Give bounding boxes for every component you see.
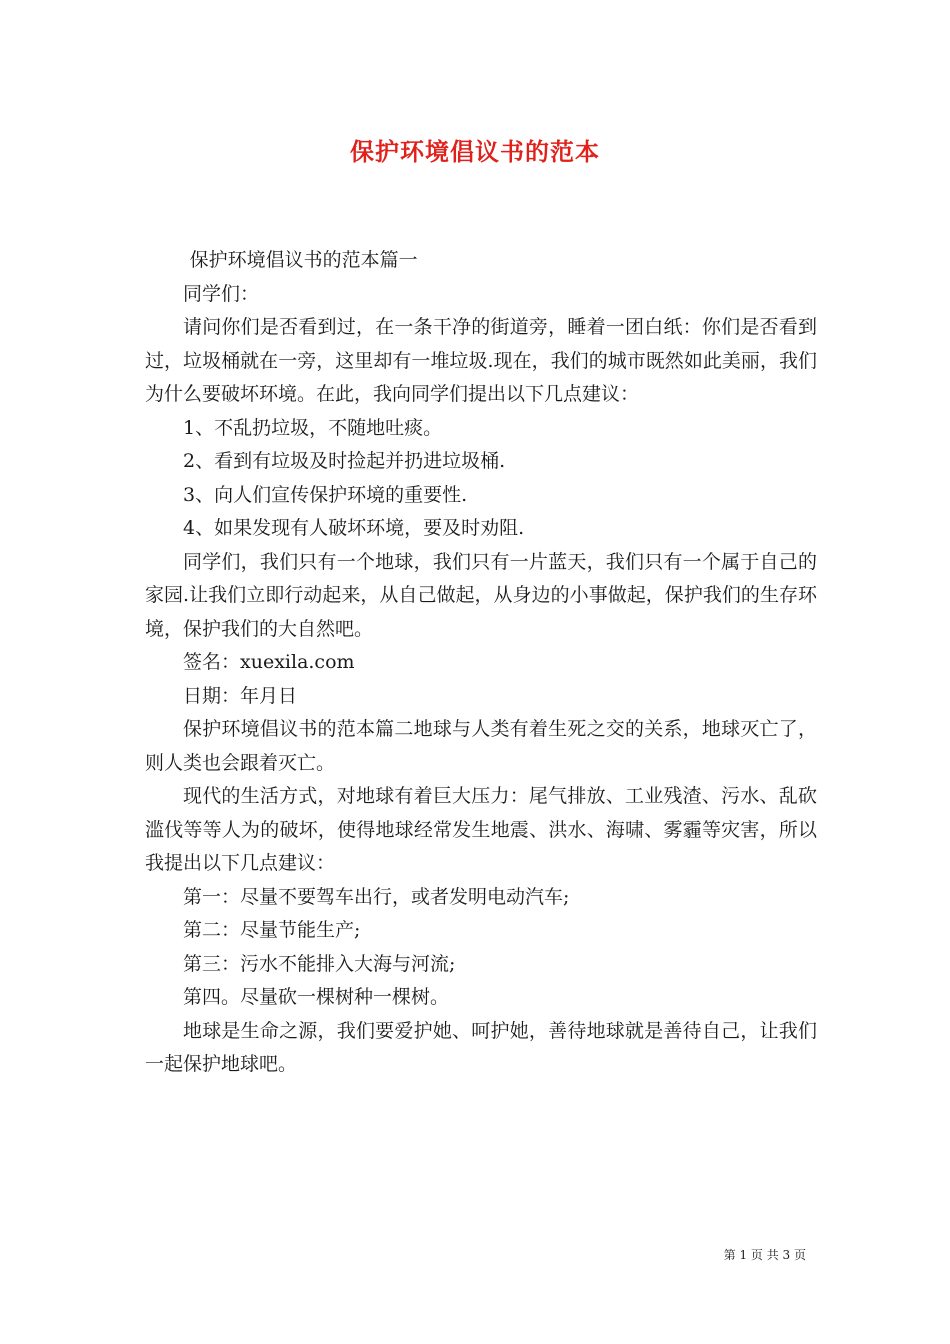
suggestion-item-2: 2、看到有垃圾及时捡起并扔进垃圾桶. [183,450,506,472]
document-title: 保护环境倡议书的范本 [350,137,600,166]
suggestion-item-1: 1、不乱扔垃圾，不随地吐痰。 [183,416,443,439]
section-two-intro: 保护环境倡议书的范本篇二地球与人类有着生死之交的关系，地球灭亡了，则人类也会跟着灭亡。 [145,718,817,774]
proposal-item-1: 第一：尽量不要驾车出行，或者发明电动汽车; [183,885,570,908]
modern-life-paragraph: 现代的生活方式，对地球有着巨大压力：尾气排放、工业残渣、污水、乱砍滥伐等等人为的破坏，使得地球经常发生地震、洪水、海啸、雾霾等灾害，所以我提出以下几点建议： [145,785,817,874]
signature-line: 签名：xuexila.com [183,651,355,673]
salutation: 同学们： [183,282,260,305]
closing-paragraph: 同学们，我们只有一个地球，我们只有一片蓝天，我们只有一个属于自己的家园.让我们立即行动起来，从自己做起，从身边的小事做起，保护我们的生存环境，保护我们的大自然吧。 [145,550,817,640]
page-number-footer: 第 1 页 共 3 页 [723,1248,806,1262]
document-body [145,244,817,1082]
final-paragraph: 地球是生命之源，我们要爱护她、呵护她，善待地球就是善待自己，让我们一起保护地球吧。 [145,1019,817,1075]
suggestion-item-4: 4、如果发现有人破坏环境，要及时劝阻. [183,517,525,539]
proposal-item-3: 第三：污水不能排入大海与河流; [183,952,456,975]
proposal-item-4: 第四。尽量砍一棵树种一棵树。 [183,986,450,1008]
section-heading-one: 保护环境倡议书的范本篇一 [189,249,418,271]
proposal-item-2: 第二：尽量节能生产; [183,919,361,941]
date-line: 日期：年月日 [183,684,298,707]
intro-paragraph: 请问你们是否看到过，在一条干净的街道旁，睡着一团白纸：你们是否看到过，垃圾桶就在一旁，这里却有一堆垃圾.现在，我们的城市既然如此美丽，我们为什么要破坏环境。在此，我向同学们提出以下几点建议： [145,316,817,405]
suggestion-item-3: 3、向人们宣传保护环境的重要性. [183,483,468,506]
